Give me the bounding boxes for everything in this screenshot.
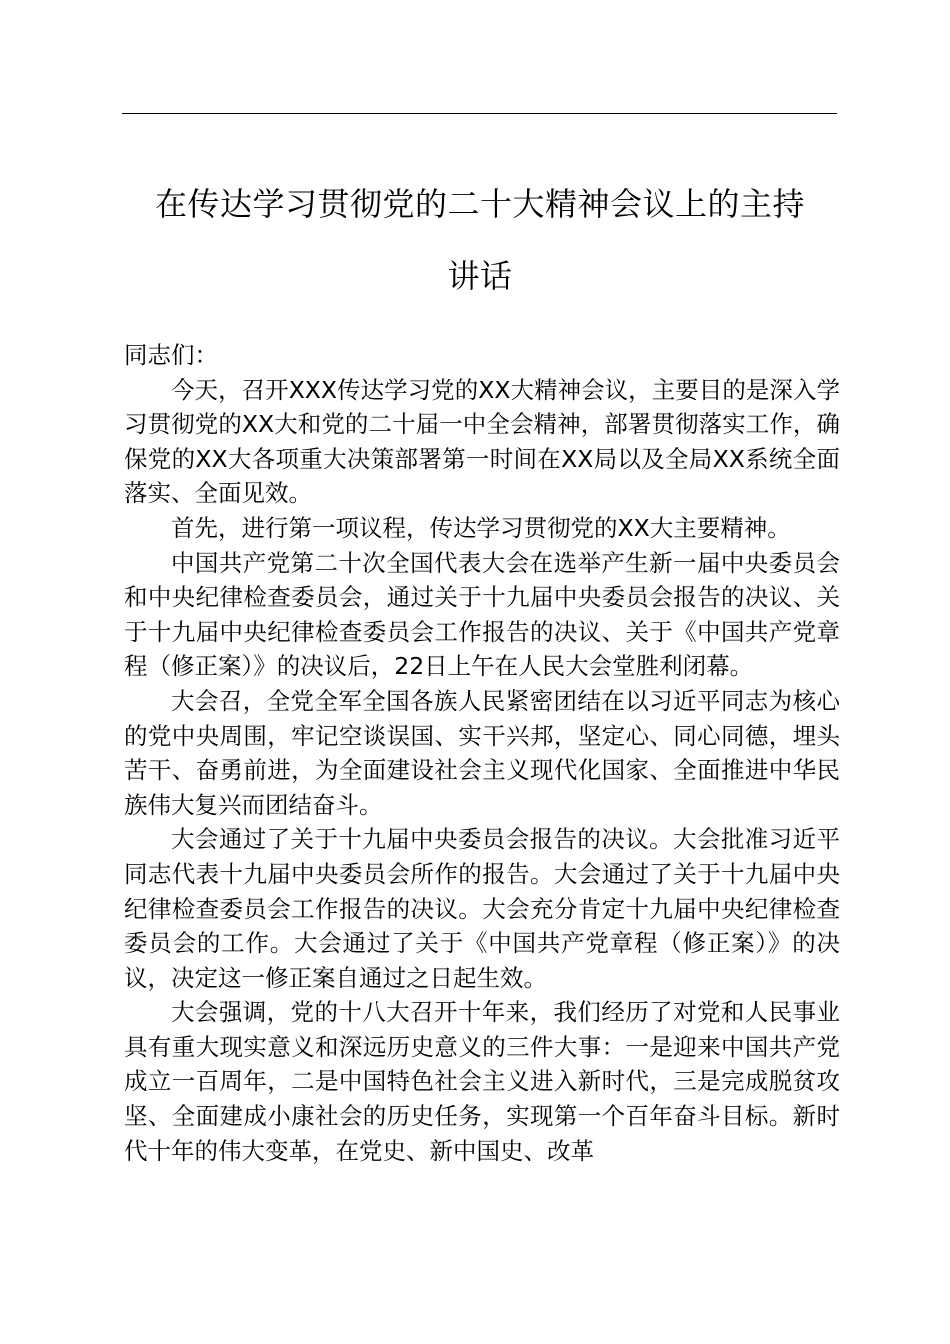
document-body xyxy=(124,338,840,1168)
paragraph: 大会强调，党的十八大召开十年来，我们经历了对党和人民事业具有重大现实意义和深远历史意义的三件大事：一是迎来中国共产党成立一百周年，二是中国特色社会主义进入新时代，三是完成脱贫攻坚、全面建成小康社会的历史任务，实现第一个百年奋斗目标。新时代十年的伟大变革，在党史、新中国史、改革 xyxy=(124,998,840,1165)
paragraph: 大会通过了关于十九届中央委员会报告的决议。大会批准习近平同志代表十九届中央委员会所作的报告。大会通过了关于十九届中央纪律检查委员会工作报告的决议。大会充分肯定十九届中央纪律检查委员会的工作。大会通过了关于《中国共产党章程（修正案）》的决议，决定这一修正案自通过之日起生效。 xyxy=(124,825,840,992)
paragraph: 大会召，全党全军全国各族人民紧密团结在以习近平同志为核心的党中央周围，牢记空谈误国、实干兴邦，坚定心、同心同德，埋头苦干、奋勇前进，为全面建设社会主义现代化国家、全面推进中华民族伟大复兴而团结奋斗。 xyxy=(124,686,840,819)
title-line-2: 讲话 xyxy=(447,257,513,295)
paragraph: 中国共产党第二十次全国代表大会在选举产生新一届中央委员会和中央纪律检查委员会，通过关于十九届中央委员会报告的决议、关于十九届中央纪律检查委员会工作报告的决议、关于《中国共产党章程（修正案）》的决议后，22日上午在人民大会堂胜利闭幕。 xyxy=(124,548,840,681)
salutation: 同志们： xyxy=(124,341,218,369)
header-divider xyxy=(122,113,837,114)
paragraph: 今天，召开XXX传达学习党的XX大精神会议，主要目的是深入学习贯彻党的XX大和党的二十届一中全会精神，部署贯彻落实工作，确保党的XX大各项重大决策部署第一时间在XX局以及全局XX系统全面落实、全面见效。 xyxy=(124,375,840,508)
title-line-1: 在传达学习贯彻党的二十大精神会议上的主持 xyxy=(154,185,805,223)
paragraph: 首先，进行第一项议程，传达学习贯彻党的XX大主要精神。 xyxy=(171,513,791,542)
document-title xyxy=(100,168,860,312)
